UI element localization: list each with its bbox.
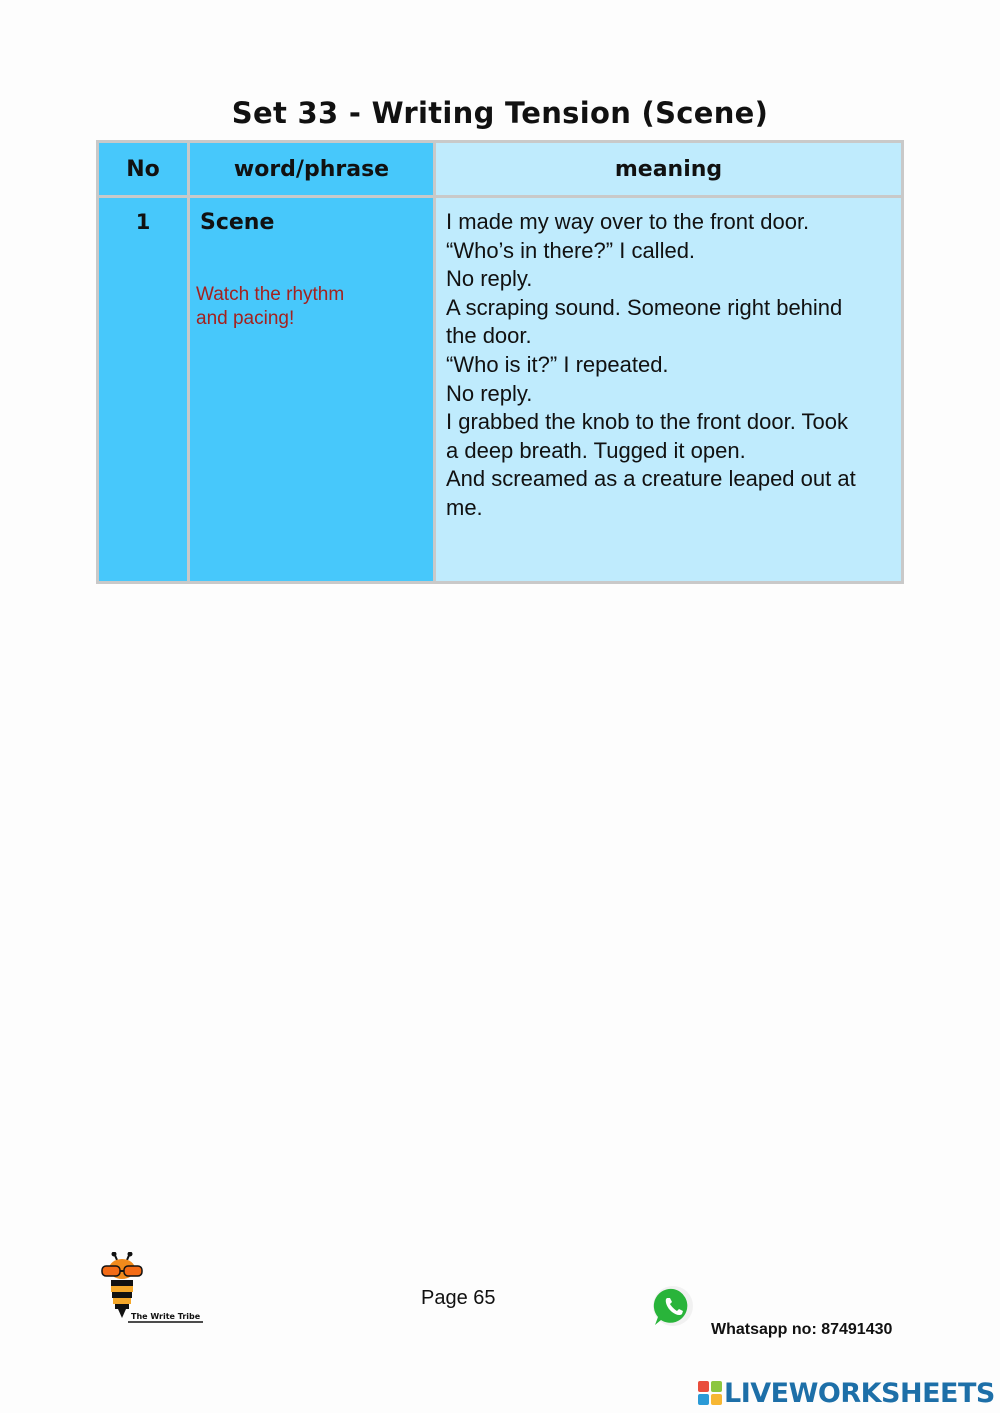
meaning-line: me. xyxy=(446,494,483,520)
table-row xyxy=(98,197,903,583)
page-number: Page 65 xyxy=(421,1287,496,1309)
header-word-phrase: word/phrase xyxy=(189,142,435,197)
logo-text: The Write Tribe xyxy=(131,1312,201,1321)
word-title: Scene xyxy=(200,210,275,235)
meaning-line: A scraping sound. Someone right behind xyxy=(446,294,843,320)
header-meaning: meaning xyxy=(435,142,903,197)
vocabulary-table xyxy=(96,140,904,584)
liveworksheets-text: LIVEWORKSHEETS xyxy=(724,1377,995,1409)
row-number: 1 xyxy=(98,197,189,583)
meaning-line: No reply. xyxy=(446,266,533,292)
meaning-line: “Who’s in there?” I called. xyxy=(446,237,696,263)
word-note xyxy=(196,283,376,331)
header-no: No xyxy=(98,142,189,197)
page-title: Set 33 - Writing Tension (Scene) xyxy=(231,96,769,130)
meaning-cell xyxy=(435,197,903,583)
meaning-line: I made my way over to the front door. xyxy=(446,209,810,234)
write-tribe-logo-icon xyxy=(98,1252,208,1326)
table-header-row xyxy=(98,142,903,197)
meaning-line: a deep breath. Tugged it open. xyxy=(446,437,746,463)
word-cell xyxy=(189,197,435,583)
liveworksheets-brand xyxy=(698,1377,995,1409)
word-note-line: and pacing! xyxy=(196,308,295,329)
meaning-line: the door. xyxy=(446,323,532,349)
liveworksheets-logo-icon xyxy=(698,1381,722,1405)
whatsapp-icon xyxy=(650,1284,696,1330)
meaning-line: I grabbed the knob to the front door. Took xyxy=(446,409,848,435)
meaning-line: “Who is it?” I repeated. xyxy=(446,351,669,377)
meaning-line: No reply. xyxy=(446,380,533,406)
whatsapp-number: Whatsapp no: 87491430 xyxy=(711,1321,893,1338)
word-note-line: Watch the rhythm xyxy=(196,284,345,305)
meaning-line: And screamed as a creature leaped out at xyxy=(446,466,856,492)
